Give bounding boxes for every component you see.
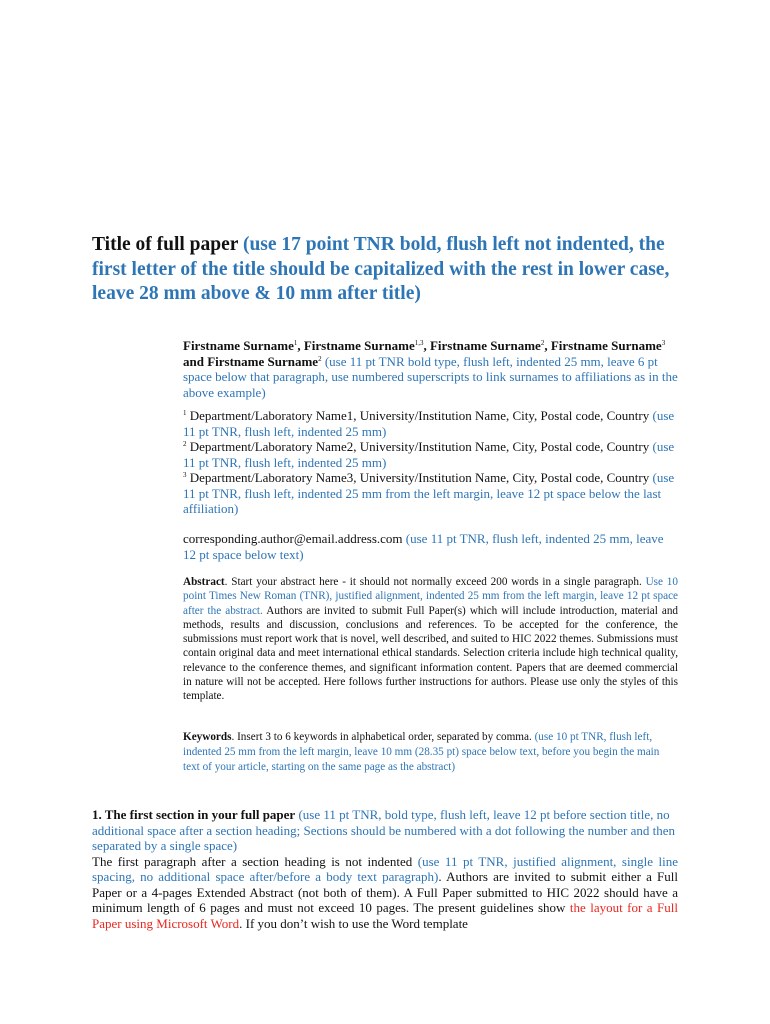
title-instruction: (use 17 point TNR bold, flush left not indented, the first letter of the title should be capitalized with the rest in lower case, leave 28 mm above & 10 mm after title): [92, 234, 670, 304]
abstract-label: Abstract: [183, 576, 225, 588]
author-1-affil: 1: [293, 339, 298, 347]
affiliation-item: [183, 439, 678, 470]
section-heading-text: 1. The first section in your full paper: [92, 807, 296, 822]
email-address: corresponding.author@email.address.com: [183, 531, 406, 546]
affiliation-text: Department/Laboratory Name3, University/Institution Name, City, Postal code, Country: [186, 470, 653, 485]
affiliation-text: Department/Laboratory Name1, University/Institution Name, City, Postal code, Country: [186, 408, 653, 423]
section-heading: [92, 807, 678, 854]
author-5-affil: 2: [318, 354, 322, 363]
affiliation-number: 1: [183, 409, 187, 417]
author-instruction: (use 11 pt TNR bold type, flush left, indented 25 mm, leave 6 pt space below that paragraph, use numbered superscripts to link surnames to affiliations as in the above example): [183, 353, 678, 400]
section-1: [92, 807, 678, 931]
author-2: , Firstname Surname: [297, 338, 415, 353]
abstract-text-continued: Authors are invited to submit Full Paper(s) which will include introduction, material and methods, results and discussion, conclusions and references. To be accepted for the conference, the submissions must report work that is novel, well described, and suited to HIC 2022 themes. Submissions must contain original data and meet international ethical standards. Selection criteria include high technical quality, relevance to the conference themes, and significant information content. Papers that are deemed commercial in nature will not be accepted. Here follows further instructions for authors. Please use only the styles of this template.: [183, 604, 679, 703]
affiliation-item: [183, 408, 678, 439]
paragraph-text-continued: . Authors are invited to submit either a Full Paper or a 4-pages Extended Abstract (not both of them). A Full Paper submitted to HIC 2022 should have a minimum length of 6 pages and must not exceed 10 pages. The present guidelines show: [92, 869, 678, 915]
author-list: [183, 338, 678, 400]
abstract-text: . Start your abstract here - it should not normally exceed 200 words in a single paragraph.: [224, 576, 646, 588]
affiliation-number: 2: [183, 440, 187, 448]
paragraph-highlight: the layout for a Full Paper using Microsoft Word: [92, 900, 678, 931]
author-4-affil: 3: [661, 339, 666, 347]
affiliation-number: 3: [183, 471, 187, 479]
affiliation-instruction: (use 11 pt TNR, flush left, indented 25 mm): [183, 408, 675, 439]
affiliation-item: [183, 470, 678, 517]
paragraph-text: The first paragraph after a section heading is not indented: [92, 853, 418, 869]
section-heading-instruction: (use 11 pt TNR, bold type, flush left, leave 12 pt before section title, no additional space after a section heading; Sections should be numbered with a dot following the number and then separated by a single space): [92, 807, 676, 853]
corresponding-email: [183, 531, 678, 562]
email-instruction: (use 11 pt TNR, flush left, indented 25 mm, leave 12 pt space below text): [183, 531, 664, 562]
abstract: [183, 575, 678, 704]
author-4: , Firstname Surname: [544, 338, 662, 353]
title-text: Title of full paper: [92, 234, 239, 255]
paragraph-instruction: (use 11 pt TNR, justified alignment, single line spacing, no additional space after/before a body text paragraph): [92, 853, 678, 884]
author-1: Firstname Surname: [183, 338, 294, 353]
paragraph-text-end: . If you don’t wish to use the Word template: [239, 915, 468, 931]
affiliation-instruction: (use 11 pt TNR, flush left, indented 25 mm from the left margin, leave 12 pt space below the last affiliation): [183, 470, 675, 516]
affiliation-text: Department/Laboratory Name2, University/Institution Name, City, Postal code, Country: [186, 439, 653, 454]
keywords-text: . Insert 3 to 6 keywords in alphabetical order, separated by comma.: [231, 731, 535, 743]
keywords-label: Keywords: [183, 731, 232, 743]
author-3: , Firstname Surname: [423, 338, 541, 353]
abstract-instruction: Use 10 point Times New Roman (TNR), justified alignment, indented 25 mm from the left margin, leave 12 pt space after the abstract.: [183, 576, 678, 617]
keywords-instruction: (use 10 pt TNR, flush left, indented 25 mm from the left margin, leave 10 mm (28.35 pt) space below text, before you begin the main text of your article, starting on the same page as the abstract): [183, 731, 660, 773]
author-3-affil: 2: [540, 339, 545, 347]
affiliation-list: [183, 408, 678, 517]
author-2-affil: 1,3: [414, 339, 424, 347]
affiliation-instruction: (use 11 pt TNR, flush left, indented 25 mm): [183, 439, 675, 470]
keywords: [183, 730, 678, 775]
paper-title: [92, 233, 692, 307]
section-paragraph: [92, 854, 678, 932]
author-5: and Firstname Surname: [183, 353, 319, 369]
